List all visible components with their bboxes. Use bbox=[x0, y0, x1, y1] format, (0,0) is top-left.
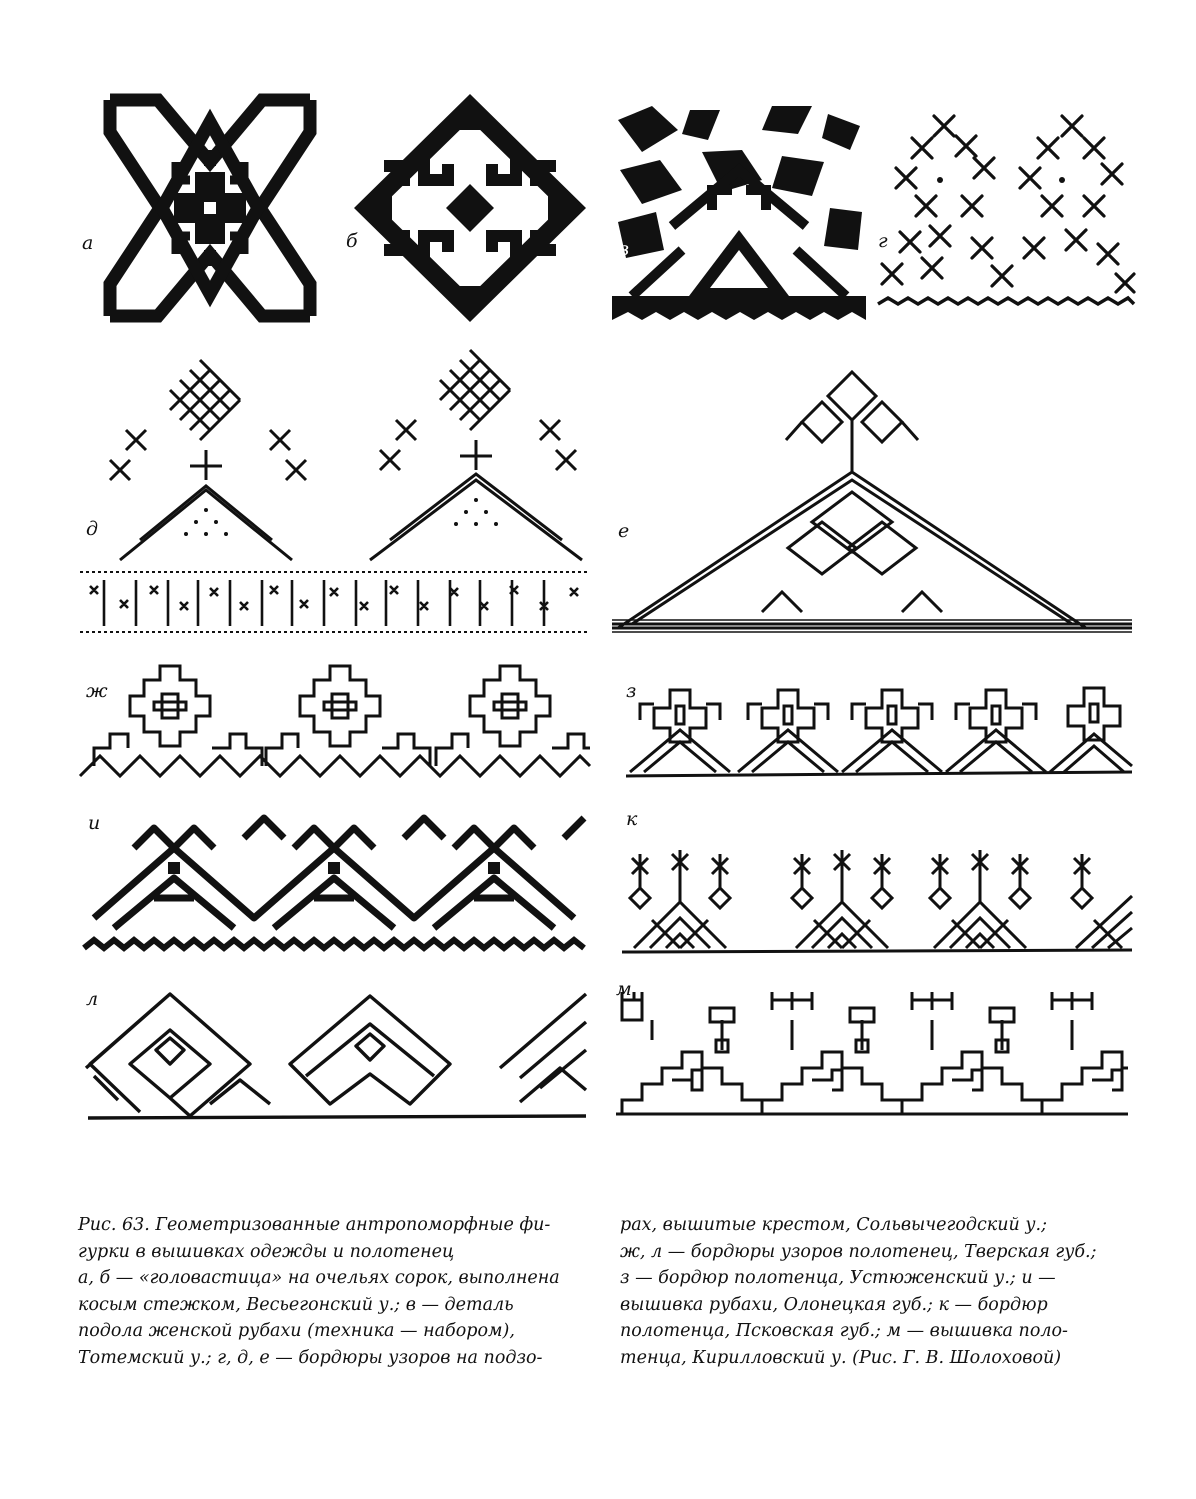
panel-letter: ж bbox=[86, 680, 108, 702]
panel-e-border bbox=[612, 362, 1132, 638]
pattern-k-drawing bbox=[620, 840, 1132, 958]
pattern-b-drawing bbox=[340, 90, 600, 326]
panel-letter: м bbox=[616, 978, 632, 1000]
caption-line: подола женской рубахи (техника — набором), bbox=[78, 1321, 515, 1341]
panel-letter: л bbox=[86, 988, 99, 1010]
panel-k-border bbox=[620, 808, 1132, 958]
panel-letter: з bbox=[626, 680, 637, 702]
caption-line: ж, л — бордюры узоров полотенец, Тверская губ.; bbox=[620, 1241, 1097, 1262]
panel-d-border bbox=[80, 340, 590, 640]
panel-g-border bbox=[876, 118, 1136, 318]
caption-line: Рис. 63. Геометризованные антропоморфные фи- bbox=[78, 1215, 551, 1235]
pattern-g-drawing bbox=[876, 118, 1136, 318]
caption-line: гурки в вышивках одежды и полотенец bbox=[78, 1241, 455, 1262]
panel-a-head-motif bbox=[80, 92, 340, 324]
panel-letter: д bbox=[86, 518, 99, 540]
panel-letter: в bbox=[618, 238, 630, 260]
caption-line: Тотемский у.; г, д, е — бордюры узоров на подзо- bbox=[78, 1347, 543, 1368]
panel-letter: и bbox=[88, 812, 101, 834]
panel-v-shirt-hem bbox=[612, 100, 866, 320]
panel-l-border bbox=[80, 984, 590, 1124]
panel-letter: к bbox=[626, 808, 638, 830]
pattern-v-drawing bbox=[612, 100, 866, 320]
pattern-i-drawing bbox=[84, 808, 590, 958]
pattern-z-drawing bbox=[620, 680, 1132, 780]
pattern-m-drawing bbox=[612, 980, 1132, 1120]
pattern-a-drawing bbox=[80, 92, 340, 324]
panel-letter: б bbox=[346, 230, 358, 252]
caption-line: з — бордюр полотенца, Устюженский у.; и — bbox=[620, 1268, 1056, 1288]
pattern-d-drawing bbox=[80, 340, 590, 640]
caption-line: а, б — «головастица» на очельях сорок, выполнена bbox=[78, 1268, 560, 1288]
pattern-zh-drawing bbox=[80, 656, 590, 780]
caption-line: тенца, Кирилловский у. (Рис. Г. В. Шолоховой) bbox=[620, 1347, 1062, 1368]
caption-line: вышивка рубахи, Олонецкая губ.; к — бордюр bbox=[620, 1294, 1048, 1315]
caption-line: рах, вышитые крестом, Сольвычегодский у.; bbox=[620, 1215, 1047, 1235]
pattern-e-drawing bbox=[612, 362, 1132, 638]
panel-m-border bbox=[612, 980, 1132, 1120]
pattern-l-drawing bbox=[80, 984, 590, 1124]
panel-b-head-motif bbox=[340, 90, 600, 326]
figure-caption-right-column bbox=[620, 1212, 1128, 1371]
panel-letter: е bbox=[618, 520, 630, 542]
panel-i-shirt bbox=[84, 808, 590, 958]
caption-line: косым стежком, Весьегонский у.; в — деталь bbox=[78, 1294, 514, 1315]
panel-z-border bbox=[620, 680, 1132, 780]
panel-zh-border bbox=[80, 656, 590, 780]
panel-letter: а bbox=[82, 232, 94, 254]
figure-caption-left-column bbox=[78, 1212, 596, 1371]
panel-letter: г bbox=[878, 230, 888, 252]
caption-line: полотенца, Псковская губ.; м — вышивка поло- bbox=[620, 1321, 1068, 1341]
